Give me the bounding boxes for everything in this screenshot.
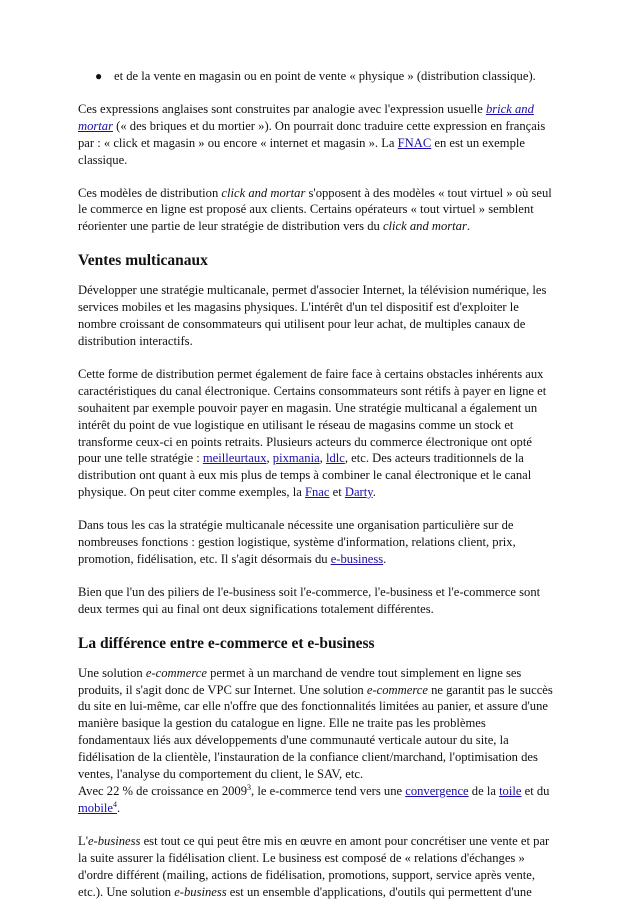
paragraph-obstacles: Cette forme de distribution permet également de faire face à certains obstacles inhérents aux caractéristiques du canal électronique. Certains consommateurs sont rétifs à payer en ligne et souhaitent par exemple pouvoir payer en magasin. Une stratégie multicanal a également un intérêt du point de vue logistique en utilisant le réseau de magasins comme un stock et transforme ceux-ci en points retraits. Plusieurs acteurs du commerce électronique ont opté pour une telle stratégie : meilleurtaux, pixmania, ldlc, etc. Des acteurs traditionnels de la distribution ont quant à eux mis plus de temps à combiner le canal électronique et le canal physique. On peut citer comme exemples, la Fnac et Darty. — [78, 366, 547, 500]
footnote-ref-4: 4 — [112, 799, 117, 809]
paragraph-piliers: Bien que l'un des piliers de l'e-business soit l'e-commerce, l'e-business et l'e-commerce sont deux termes qui au final ont deux significations totalement différentes. — [78, 584, 541, 616]
paragraph-strategie-multicanale: Développer une stratégie multicanale, permet d'associer Internet, la télévision numérique, les services mobiles et les magasins physiques. L'intérêt d'un tel dispositif est d'exploiter le nombre croissant de consommateurs qui utilisent pour leur achat, de multiples canaux de distribution interactifs. — [78, 283, 547, 348]
paragraph-organisation: Dans tous les cas la stratégie multicanale nécessite une organisation particulière sur de nombreuses fonctions : gestion logistique, système d'information, relations client, prix, promotion, fidélisation, etc. Il s'agit désormais du e-business. — [78, 518, 516, 566]
paragraph-tout-virtuel: Ces modèles de distribution click and mortar s'opposent à des modèles « tout virtuel » où seul le commerce en ligne est proposé aux clients. Certains opérateurs « tout virtuel » semblent réorienter une partie de leur stratégie de distribution vers du click and mortar. — [78, 185, 552, 234]
bullet-list — [78, 68, 558, 85]
link-ldlc[interactable]: ldlc — [325, 451, 345, 466]
link-pixmania[interactable]: pixmania — [272, 451, 320, 466]
link-fnac[interactable]: FNAC — [397, 135, 432, 150]
link-meilleurtaux[interactable]: meilleurtaux — [202, 451, 267, 466]
paragraph-click-and-mortar: Ces expressions anglaises sont construites par analogie avec l'expression usuelle brick and mortar (« des briques et du mortier »). On pourrait donc traduire cette expression en français par : « click et magasin » ou encore « internet et magasin ». La FNAC en est un exemple classique. — [78, 101, 546, 167]
link-fnac-2[interactable]: Fnac — [304, 485, 330, 500]
link-e-business[interactable]: e-business — [330, 551, 384, 566]
paragraph-e-commerce: Une solution e-commerce permet à un marchand de vendre tout simplement en ligne ses produits, il s'agit donc de VPC sur Internet. Une solution e-commerce ne garantit pas le succès du site en lui-même, car elle n'offre que des fonctionnalités limitées au panier, et assure d'une manière basique la gestion du catalogue en ligne. Elle ne traite pas les problèmes fondamentaux liés aux développements d'une communauté verticale autour du site, la fidélisation de la clientèle, l'instauration de la confiance client/marchand, l'optimisation des ventes, l'analyse du comportement du client, le SAV, etc. Avec 22 % de croissance en 2009$^3$, le e-commerce tend vers une convergence de la toile et du mobile$^4$. — [78, 665, 553, 815]
paragraph-e-business: L'e-business est tout ce qui peut être mis en œuvre en amont pour concrétiser une vente et par la suite assurer la fidélisation client. Le business est composé de « relations d'échanges » d'ordre différent (mailing, actions de fidélisation, promotions, support, service après vente, etc.). Une solution e-business est un ensemble d'applications, d'outils qui permettent d'une — [78, 833, 550, 899]
link-darty[interactable]: Darty — [344, 485, 373, 500]
bullet-icon: ● — [95, 69, 103, 83]
document-page — [78, 68, 558, 916]
list-item: ● et de la vente en magasin ou en point de vente « physique » (distribution classique). — [95, 69, 536, 83]
link-brick-and-mortar[interactable]: brick and mortar — [78, 101, 534, 133]
link-toile[interactable]: toile — [499, 784, 522, 798]
footnote-ref-3[interactable]: 3 — [247, 782, 252, 792]
link-mobile[interactable]: mobile$^4$ — [78, 799, 117, 815]
heading-difference: La différence entre e-commerce et e-business — [78, 634, 375, 652]
heading-ventes-multicanaux: Ventes multicanaux — [78, 252, 208, 270]
link-convergence[interactable]: convergence — [405, 784, 469, 798]
